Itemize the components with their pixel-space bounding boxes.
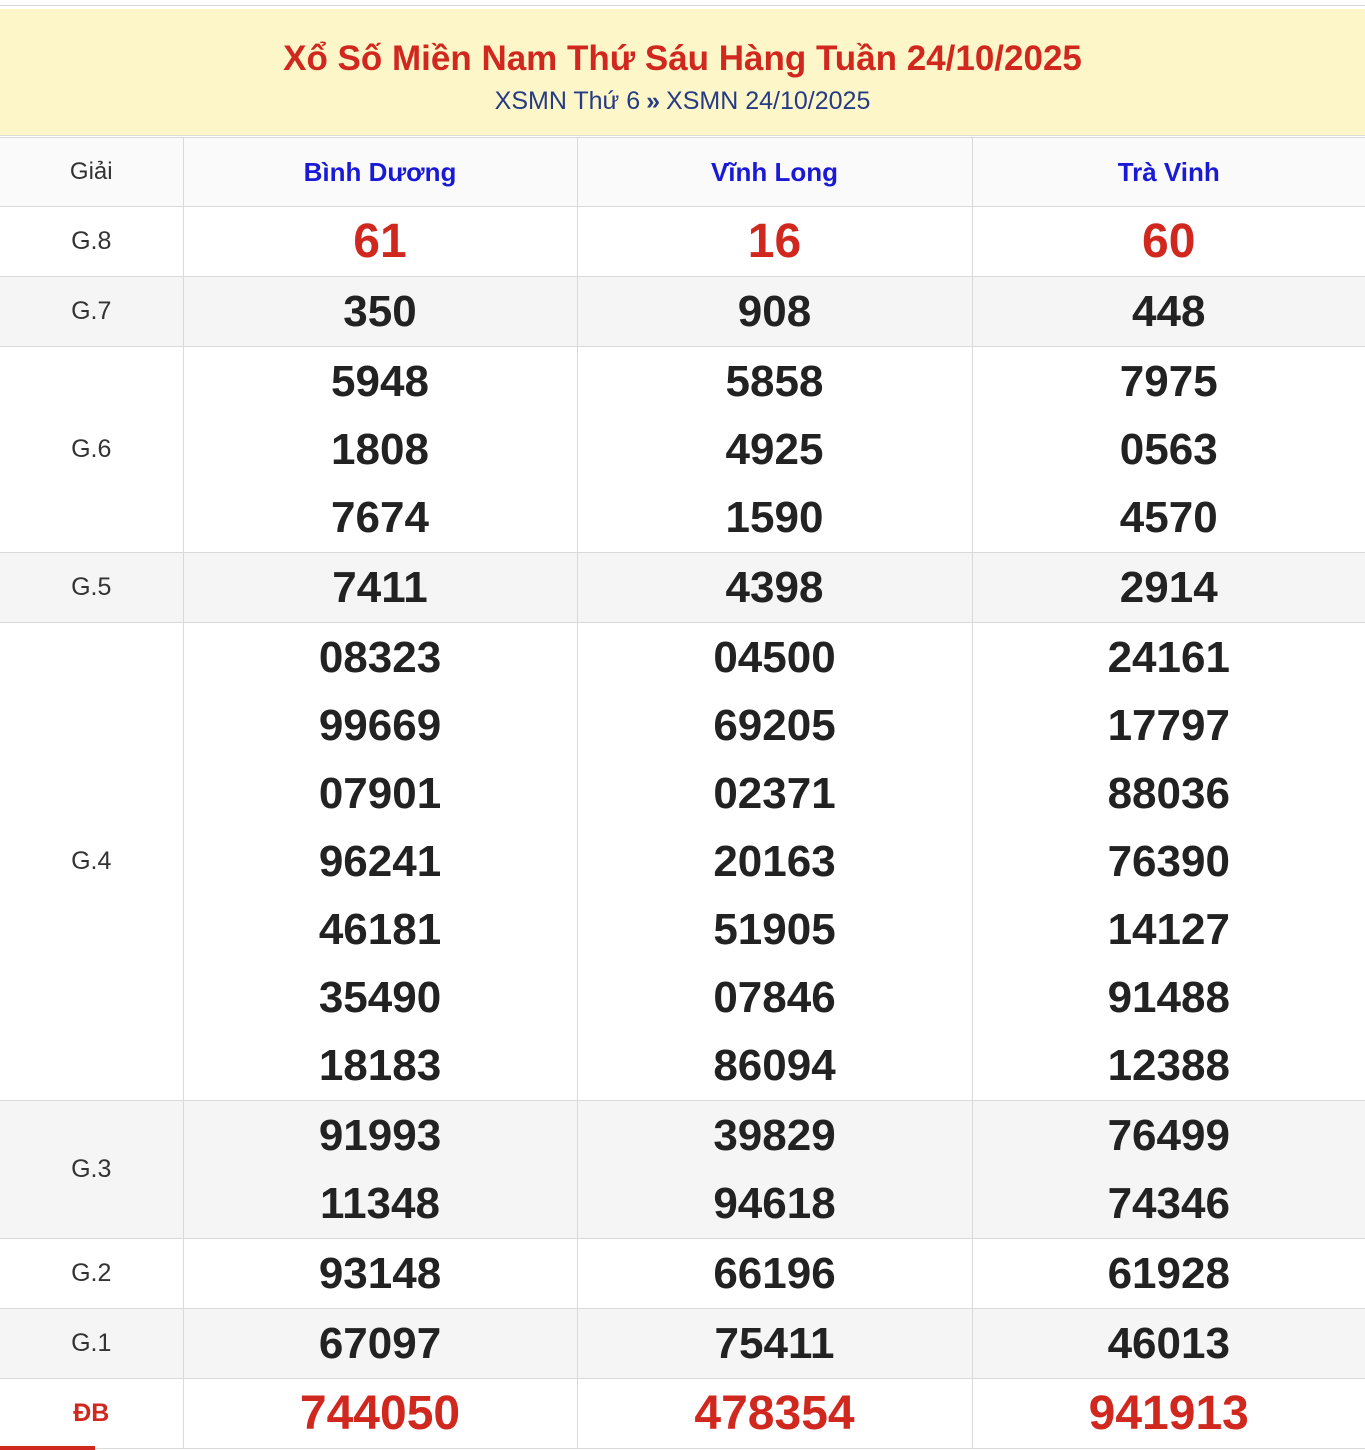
- prize-result-cell: [577, 1379, 972, 1449]
- prize-number: 91993: [318, 1110, 442, 1160]
- province-link-vinh-long[interactable]: Vĩnh Long: [710, 156, 839, 187]
- prize-number: 20163: [713, 836, 836, 886]
- prize-result-cell: [972, 553, 1365, 623]
- prize-number: 0563: [1119, 424, 1218, 474]
- top-divider: [0, 5, 1365, 6]
- prize-label-cell: [0, 277, 183, 347]
- breadcrumb-separator: »: [646, 87, 661, 115]
- prize-number: 61928: [1107, 1248, 1230, 1298]
- prize-label-cell: [0, 1309, 183, 1379]
- prize-number: 04500: [713, 632, 836, 682]
- page-title: Xổ Số Miền Nam Thứ Sáu Hàng Tuần 24/10/2025: [283, 39, 1082, 78]
- prize-result-cell: [577, 277, 972, 347]
- prize-number: 94618: [713, 1178, 836, 1228]
- prize-number: 35490: [318, 972, 442, 1022]
- prize-label-cell: [0, 553, 183, 623]
- prize-number: 7674: [331, 492, 429, 542]
- province-link-tra-vinh[interactable]: Trà Vinh: [1117, 156, 1220, 187]
- prize-label: G.5: [71, 573, 112, 601]
- prize-label-cell: [0, 347, 183, 553]
- prize-number: 75411: [714, 1318, 835, 1368]
- prize-number: 76499: [1107, 1110, 1230, 1160]
- prize-result-cell: [183, 1239, 577, 1309]
- prize-row: [0, 1101, 1365, 1239]
- prize-result-cell: [183, 277, 577, 347]
- prize-number: 91488: [1107, 972, 1230, 1022]
- column-header-province: [972, 138, 1365, 207]
- prize-number: 16: [747, 214, 802, 268]
- prize-result-cell: [577, 1309, 972, 1379]
- prize-number: 96241: [318, 836, 442, 886]
- prize-label: G.2: [71, 1259, 112, 1287]
- prize-result-cell: [577, 553, 972, 623]
- prize-result-cell: [972, 623, 1365, 1101]
- prize-number: 5948: [331, 356, 429, 406]
- prize-number: 93148: [318, 1248, 442, 1298]
- prize-number: 1808: [331, 424, 429, 474]
- prize-number: 17797: [1107, 700, 1230, 750]
- prize-label: G.8: [71, 227, 112, 255]
- prize-row: [0, 553, 1365, 623]
- prize-number: 86094: [713, 1040, 836, 1090]
- prize-result-cell: [183, 1379, 577, 1449]
- prize-number: 7975: [1119, 356, 1218, 406]
- prize-result-cell: [972, 277, 1365, 347]
- prize-number: 7411: [332, 562, 428, 612]
- prize-number: 1590: [725, 492, 824, 542]
- prize-number: 18183: [318, 1040, 442, 1090]
- prize-label: G.7: [71, 297, 112, 325]
- column-header-province: [577, 138, 972, 207]
- prize-label-cell: [0, 623, 183, 1101]
- prize-row: [0, 347, 1365, 553]
- accent-underline: [0, 1446, 95, 1450]
- prize-result-cell: [577, 623, 972, 1101]
- prize-result-cell: [183, 1309, 577, 1379]
- prize-number: 46013: [1107, 1318, 1230, 1368]
- prize-result-cell: [972, 1379, 1365, 1449]
- column-header-giai: [0, 138, 183, 207]
- province-link-binh-duong[interactable]: Bình Dương: [303, 156, 457, 187]
- prize-number: 76390: [1107, 836, 1230, 886]
- prize-number: 4398: [725, 562, 824, 612]
- prize-number: 61: [353, 214, 407, 268]
- prize-number: 350: [343, 286, 417, 336]
- prize-number: 24161: [1107, 632, 1230, 682]
- prize-number: 07846: [713, 972, 836, 1022]
- prize-number: 11348: [320, 1178, 440, 1228]
- prize-result-cell: [972, 347, 1365, 553]
- prize-result-cell: [577, 207, 972, 277]
- prize-number: 51905: [713, 904, 836, 954]
- prize-number: 60: [1142, 214, 1196, 268]
- prize-result-cell: [183, 623, 577, 1101]
- prize-row: [0, 1239, 1365, 1309]
- prize-row: [0, 623, 1365, 1101]
- prize-label-cell: [0, 1239, 183, 1309]
- prize-number: 39829: [713, 1110, 836, 1160]
- prize-result-cell: [577, 1101, 972, 1239]
- prize-label: G.1: [71, 1329, 112, 1357]
- prize-number: 02371: [713, 768, 836, 818]
- prize-label: ĐB: [73, 1399, 110, 1427]
- prize-result-cell: [577, 347, 972, 553]
- giai-header-label: Giải: [69, 158, 113, 185]
- prize-result-cell: [183, 347, 577, 553]
- prize-number: 5858: [725, 356, 824, 406]
- prize-result-cell: [972, 1309, 1365, 1379]
- prize-number: 46181: [318, 904, 442, 954]
- prize-label: G.4: [71, 847, 112, 875]
- prize-number: 88036: [1107, 768, 1230, 818]
- prize-result-cell: [972, 207, 1365, 277]
- prize-number: 74346: [1107, 1178, 1230, 1228]
- prize-number: 4925: [725, 424, 824, 474]
- prize-number: 07901: [318, 768, 442, 818]
- results-table: [0, 137, 1365, 1449]
- prize-result-cell: [183, 553, 577, 623]
- prize-result-cell: [972, 1239, 1365, 1309]
- table-header-row: [0, 138, 1365, 207]
- prize-row: [0, 1309, 1365, 1379]
- prize-row: [0, 1379, 1365, 1449]
- prize-number: 2914: [1119, 562, 1218, 612]
- prize-row: [0, 207, 1365, 277]
- prize-number: 69205: [713, 700, 836, 750]
- prize-result-cell: [972, 1101, 1365, 1239]
- prize-label-cell: [0, 1101, 183, 1239]
- prize-number: 448: [1132, 286, 1206, 336]
- breadcrumb: [0, 86, 1365, 116]
- prize-label-cell: [0, 1379, 183, 1449]
- prize-number: 67097: [318, 1318, 442, 1368]
- prize-label-cell: [0, 207, 183, 277]
- column-header-province: [183, 138, 577, 207]
- special-prize-number: 941913: [1088, 1386, 1249, 1440]
- special-prize-number: 478354: [694, 1386, 855, 1440]
- prize-result-cell: [183, 1101, 577, 1239]
- special-prize-number: 744050: [299, 1386, 461, 1440]
- prize-row: [0, 277, 1365, 347]
- prize-number: 08323: [318, 632, 442, 682]
- prize-result-cell: [577, 1239, 972, 1309]
- prize-number: 12388: [1107, 1040, 1230, 1090]
- prize-number: 14127: [1107, 904, 1230, 954]
- prize-label: G.3: [71, 1155, 112, 1183]
- prize-result-cell: [183, 207, 577, 277]
- prize-number: 908: [737, 286, 812, 336]
- breadcrumb-link-xsmn-date[interactable]: XSMN 24/10/2025: [666, 87, 871, 115]
- prize-label: G.6: [71, 435, 112, 463]
- prize-number: 66196: [713, 1248, 836, 1298]
- breadcrumb-link-xsmn-thu-6[interactable]: XSMN Thứ 6: [494, 87, 641, 115]
- prize-number: 4570: [1119, 492, 1218, 542]
- results-header: [0, 9, 1365, 136]
- prize-number: 99669: [318, 700, 442, 750]
